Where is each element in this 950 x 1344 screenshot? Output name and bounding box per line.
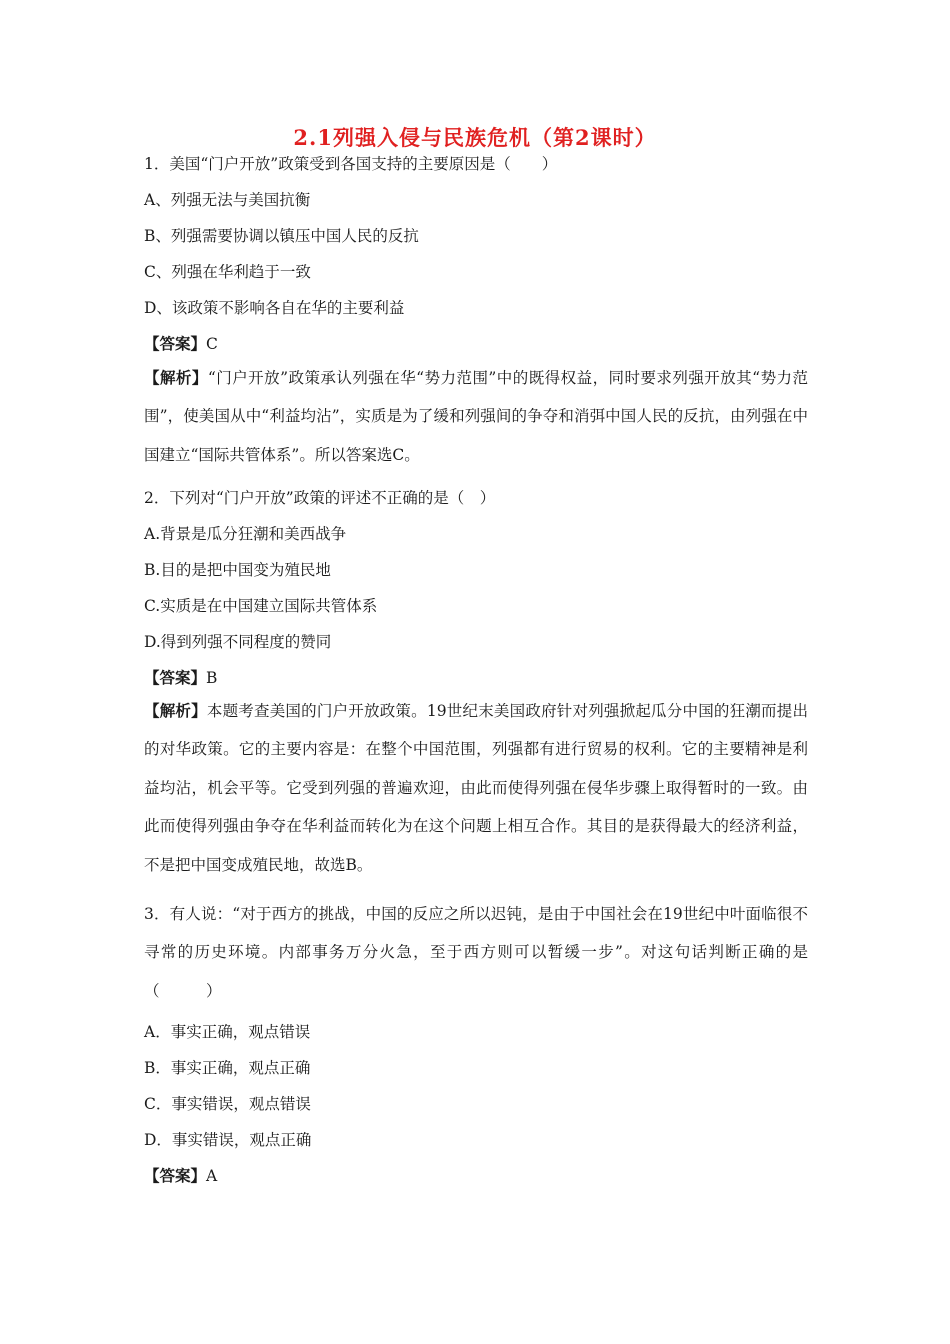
question-2-option-a: A.背景是瓜分狂潮和美西战争 — [144, 525, 347, 543]
question-1-option-b: B、列强需要协调以镇压中国人民的反抗 — [144, 227, 419, 245]
question-2-option-b: B.目的是把中国变为殖民地 — [144, 561, 331, 579]
answer-value: C — [206, 335, 218, 353]
analysis-tag: 【解析】 — [144, 701, 207, 720]
question-2-option-c: C.实质是在中国建立国际共管体系 — [144, 597, 378, 615]
answer-tag: 【答案】 — [144, 668, 207, 687]
question-1-stem: 1．美国“门户开放”政策受到各国支持的主要原因是（ ） — [144, 155, 558, 173]
question-3-option-c: C．事实错误，观点错误 — [144, 1095, 311, 1113]
analysis-tag: 【解析】 — [144, 368, 208, 387]
question-3-option-a: A．事实正确，观点错误 — [144, 1023, 311, 1041]
question-3-answer — [144, 1164, 217, 1186]
answer-tag: 【答案】 — [144, 1166, 207, 1185]
question-3-stem: 3．有人说：“对于西方的挑战，中国的反应之所以迟钝，是由于中国社会在19世纪中叶面临很不寻常的历史环境。内部事务万分火急，至于西方则可以暂缓一步”。对这句话判断正确的是（ ） — [144, 905, 808, 1000]
question-1-option-d: D、该政策不影响各自在华的主要利益 — [144, 299, 405, 317]
question-3-option-b: B．事实正确，观点正确 — [144, 1059, 311, 1077]
answer-value: B — [206, 669, 218, 687]
question-2-answer — [144, 666, 217, 688]
question-2-option-d: D.得到列强不同程度的赞同 — [144, 633, 332, 651]
question-1-answer — [144, 332, 218, 354]
analysis-text: “门户开放”政策承认列强在华“势力范围”中的既得权益，同时要求列强开放其“势力范围”，使美国从中“利益均沾”，实质是为了缓和列强间的争夺和消弭中国人民的反抗，由列强在中国建立“国际共管体系”。所以答案选C。 — [144, 369, 808, 464]
question-2-analysis — [144, 692, 808, 884]
question-1-option-a: A、列强无法与美国抗衡 — [144, 191, 311, 209]
answer-value: A — [206, 1167, 218, 1185]
question-1-option-c: C、列强在华利趋于一致 — [144, 263, 311, 281]
analysis-text: 本题考查美国的门户开放政策。19世纪末美国政府针对列强掀起瓜分中国的狂潮而提出的对华政策。它的主要内容是：在整个中国范围，列强都有进行贸易的权利。它的主要精神是利益均沾，机会平等。它受到列强的普遍欢迎，由此而使得列强在侵华步骤上取得暂时的一致。由此而使得列强由争夺在华利益而转化为在这个问题上相互合作。其目的是获得最大的经济利益，不是把中国变成殖民地，故选B。 — [144, 702, 808, 874]
answer-tag: 【答案】 — [144, 334, 207, 353]
question-1-analysis — [144, 359, 808, 474]
question-3-option-d: D．事实错误，观点正确 — [144, 1131, 312, 1149]
page-title: 2.1列强入侵与民族危机（第2课时） — [293, 125, 657, 150]
question-2-stem: 2．下列对“门户开放”政策的评述不正确的是（ ） — [144, 489, 496, 507]
